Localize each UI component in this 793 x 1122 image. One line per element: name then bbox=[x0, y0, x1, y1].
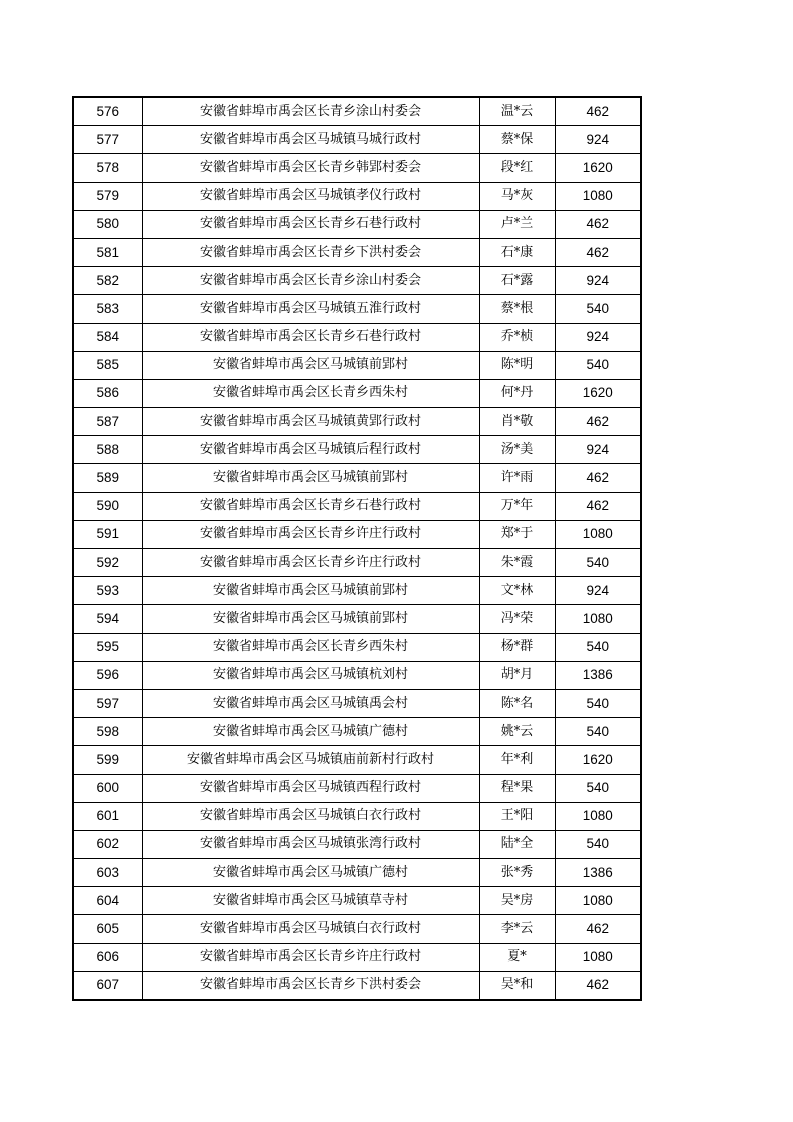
row-number: 583 bbox=[73, 295, 142, 323]
roster-table bbox=[72, 96, 642, 1001]
row-address: 安徽省蚌埠市禹会区长青乡石巷行政村 bbox=[142, 492, 479, 520]
table-row bbox=[73, 295, 641, 323]
row-amount: 540 bbox=[555, 549, 641, 577]
table-row bbox=[73, 577, 641, 605]
row-address: 安徽省蚌埠市禹会区马城镇前郢村 bbox=[142, 351, 479, 379]
row-name: 吴*和 bbox=[479, 971, 555, 1000]
table-row bbox=[73, 464, 641, 492]
row-address: 安徽省蚌埠市禹会区马城镇禹会村 bbox=[142, 689, 479, 717]
row-name: 段*红 bbox=[479, 154, 555, 182]
row-number: 589 bbox=[73, 464, 142, 492]
row-amount: 1080 bbox=[555, 887, 641, 915]
row-amount: 462 bbox=[555, 238, 641, 266]
row-name: 马*灰 bbox=[479, 182, 555, 210]
row-name: 文*林 bbox=[479, 577, 555, 605]
row-name: 陈*明 bbox=[479, 351, 555, 379]
row-address: 安徽省蚌埠市禹会区马城镇前郢村 bbox=[142, 605, 479, 633]
row-amount: 1080 bbox=[555, 520, 641, 548]
row-name: 陈*名 bbox=[479, 689, 555, 717]
row-number: 586 bbox=[73, 379, 142, 407]
table-row bbox=[73, 323, 641, 351]
row-number: 581 bbox=[73, 238, 142, 266]
row-amount: 1620 bbox=[555, 154, 641, 182]
row-name: 蔡*保 bbox=[479, 126, 555, 154]
row-number: 598 bbox=[73, 718, 142, 746]
row-number: 578 bbox=[73, 154, 142, 182]
row-address: 安徽省蚌埠市禹会区马城镇广德村 bbox=[142, 718, 479, 746]
table-row bbox=[73, 915, 641, 943]
row-address: 安徽省蚌埠市禹会区长青乡下洪村委会 bbox=[142, 971, 479, 1000]
row-name: 郑*于 bbox=[479, 520, 555, 548]
row-address: 安徽省蚌埠市禹会区长青乡石巷行政村 bbox=[142, 210, 479, 238]
row-name: 汤*美 bbox=[479, 436, 555, 464]
table-row bbox=[73, 633, 641, 661]
row-amount: 1620 bbox=[555, 379, 641, 407]
table-row bbox=[73, 746, 641, 774]
row-number: 590 bbox=[73, 492, 142, 520]
table-row bbox=[73, 774, 641, 802]
row-amount: 540 bbox=[555, 689, 641, 717]
row-amount: 462 bbox=[555, 464, 641, 492]
row-amount: 1080 bbox=[555, 605, 641, 633]
row-amount: 540 bbox=[555, 830, 641, 858]
row-name: 蔡*根 bbox=[479, 295, 555, 323]
row-number: 602 bbox=[73, 830, 142, 858]
row-number: 584 bbox=[73, 323, 142, 351]
row-number: 595 bbox=[73, 633, 142, 661]
row-number: 599 bbox=[73, 746, 142, 774]
row-name: 许*雨 bbox=[479, 464, 555, 492]
row-number: 600 bbox=[73, 774, 142, 802]
row-address: 安徽省蚌埠市禹会区长青乡西朱村 bbox=[142, 633, 479, 661]
row-number: 592 bbox=[73, 549, 142, 577]
row-number: 591 bbox=[73, 520, 142, 548]
row-amount: 462 bbox=[555, 408, 641, 436]
row-amount: 462 bbox=[555, 915, 641, 943]
row-number: 596 bbox=[73, 661, 142, 689]
row-amount: 1080 bbox=[555, 182, 641, 210]
table-row bbox=[73, 238, 641, 266]
row-amount: 1080 bbox=[555, 802, 641, 830]
row-address: 安徽省蚌埠市禹会区马城镇白衣行政村 bbox=[142, 802, 479, 830]
table-row bbox=[73, 182, 641, 210]
row-amount: 462 bbox=[555, 971, 641, 1000]
row-address: 安徽省蚌埠市禹会区马城镇张湾行政村 bbox=[142, 830, 479, 858]
row-amount: 540 bbox=[555, 718, 641, 746]
table-row bbox=[73, 802, 641, 830]
row-number: 594 bbox=[73, 605, 142, 633]
table-row bbox=[73, 943, 641, 971]
row-name: 吴*房 bbox=[479, 887, 555, 915]
row-address: 安徽省蚌埠市禹会区长青乡涂山村委会 bbox=[142, 267, 479, 295]
row-amount: 924 bbox=[555, 323, 641, 351]
table-row bbox=[73, 859, 641, 887]
row-amount: 540 bbox=[555, 351, 641, 379]
row-name: 冯*荣 bbox=[479, 605, 555, 633]
table-row bbox=[73, 351, 641, 379]
row-address: 安徽省蚌埠市禹会区马城镇杭刘村 bbox=[142, 661, 479, 689]
row-address: 安徽省蚌埠市禹会区长青乡下洪村委会 bbox=[142, 238, 479, 266]
row-amount: 924 bbox=[555, 436, 641, 464]
table-row bbox=[73, 436, 641, 464]
row-number: 593 bbox=[73, 577, 142, 605]
table-row bbox=[73, 154, 641, 182]
row-amount: 462 bbox=[555, 210, 641, 238]
row-address: 安徽省蚌埠市禹会区马城镇前郢村 bbox=[142, 464, 479, 492]
row-number: 604 bbox=[73, 887, 142, 915]
table-row bbox=[73, 520, 641, 548]
row-name: 石*露 bbox=[479, 267, 555, 295]
row-name: 李*云 bbox=[479, 915, 555, 943]
row-number: 580 bbox=[73, 210, 142, 238]
row-amount: 1080 bbox=[555, 943, 641, 971]
row-name: 朱*霞 bbox=[479, 549, 555, 577]
row-amount: 540 bbox=[555, 633, 641, 661]
row-name: 万*年 bbox=[479, 492, 555, 520]
table-row bbox=[73, 887, 641, 915]
row-name: 陆*全 bbox=[479, 830, 555, 858]
row-number: 577 bbox=[73, 126, 142, 154]
table-row bbox=[73, 971, 641, 1000]
row-name: 胡*月 bbox=[479, 661, 555, 689]
row-address: 安徽省蚌埠市禹会区长青乡石巷行政村 bbox=[142, 323, 479, 351]
row-address: 安徽省蚌埠市禹会区马城镇前郢村 bbox=[142, 577, 479, 605]
row-amount: 924 bbox=[555, 126, 641, 154]
table-row bbox=[73, 605, 641, 633]
table-row bbox=[73, 492, 641, 520]
row-name: 温*云 bbox=[479, 97, 555, 126]
table-row bbox=[73, 689, 641, 717]
row-address: 安徽省蚌埠市禹会区马城镇马城行政村 bbox=[142, 126, 479, 154]
row-address: 安徽省蚌埠市禹会区长青乡韩郢村委会 bbox=[142, 154, 479, 182]
row-name: 石*康 bbox=[479, 238, 555, 266]
row-address: 安徽省蚌埠市禹会区长青乡许庄行政村 bbox=[142, 943, 479, 971]
row-name: 张*秀 bbox=[479, 859, 555, 887]
row-name: 年*利 bbox=[479, 746, 555, 774]
row-address: 安徽省蚌埠市禹会区长青乡许庄行政村 bbox=[142, 520, 479, 548]
row-name: 杨*群 bbox=[479, 633, 555, 661]
row-number: 587 bbox=[73, 408, 142, 436]
row-address: 安徽省蚌埠市禹会区马城镇后程行政村 bbox=[142, 436, 479, 464]
row-amount: 462 bbox=[555, 492, 641, 520]
row-address: 安徽省蚌埠市禹会区马城镇黄郢行政村 bbox=[142, 408, 479, 436]
row-name: 夏* bbox=[479, 943, 555, 971]
row-number: 607 bbox=[73, 971, 142, 1000]
row-name: 肖*敬 bbox=[479, 408, 555, 436]
row-amount: 462 bbox=[555, 97, 641, 126]
row-amount: 1386 bbox=[555, 661, 641, 689]
row-number: 576 bbox=[73, 97, 142, 126]
row-address: 安徽省蚌埠市禹会区长青乡涂山村委会 bbox=[142, 97, 479, 126]
row-amount: 924 bbox=[555, 267, 641, 295]
table-row bbox=[73, 718, 641, 746]
row-number: 585 bbox=[73, 351, 142, 379]
row-number: 579 bbox=[73, 182, 142, 210]
table-row bbox=[73, 408, 641, 436]
table-row bbox=[73, 267, 641, 295]
table-row bbox=[73, 97, 641, 126]
row-number: 601 bbox=[73, 802, 142, 830]
row-name: 何*丹 bbox=[479, 379, 555, 407]
row-name: 程*果 bbox=[479, 774, 555, 802]
table-row bbox=[73, 379, 641, 407]
row-name: 乔*桢 bbox=[479, 323, 555, 351]
row-address: 安徽省蚌埠市禹会区马城镇五淮行政村 bbox=[142, 295, 479, 323]
row-address: 安徽省蚌埠市禹会区马城镇白衣行政村 bbox=[142, 915, 479, 943]
table-row bbox=[73, 661, 641, 689]
row-number: 582 bbox=[73, 267, 142, 295]
table-row bbox=[73, 126, 641, 154]
row-address: 安徽省蚌埠市禹会区马城镇孝仪行政村 bbox=[142, 182, 479, 210]
row-address: 安徽省蚌埠市禹会区马城镇西程行政村 bbox=[142, 774, 479, 802]
row-number: 588 bbox=[73, 436, 142, 464]
row-address: 安徽省蚌埠市禹会区马城镇草寺村 bbox=[142, 887, 479, 915]
row-number: 597 bbox=[73, 689, 142, 717]
row-amount: 1620 bbox=[555, 746, 641, 774]
row-amount: 1386 bbox=[555, 859, 641, 887]
table-row bbox=[73, 210, 641, 238]
row-address: 安徽省蚌埠市禹会区长青乡西朱村 bbox=[142, 379, 479, 407]
row-amount: 540 bbox=[555, 295, 641, 323]
roster-body bbox=[73, 97, 641, 1000]
row-number: 606 bbox=[73, 943, 142, 971]
row-address: 安徽省蚌埠市禹会区马城镇广德村 bbox=[142, 859, 479, 887]
row-amount: 924 bbox=[555, 577, 641, 605]
row-address: 安徽省蚌埠市禹会区马城镇庙前新村行政村 bbox=[142, 746, 479, 774]
row-address: 安徽省蚌埠市禹会区长青乡许庄行政村 bbox=[142, 549, 479, 577]
row-name: 姚*云 bbox=[479, 718, 555, 746]
row-number: 603 bbox=[73, 859, 142, 887]
table-row bbox=[73, 830, 641, 858]
row-number: 605 bbox=[73, 915, 142, 943]
row-amount: 540 bbox=[555, 774, 641, 802]
table-row bbox=[73, 549, 641, 577]
row-name: 卢*兰 bbox=[479, 210, 555, 238]
row-name: 王*阳 bbox=[479, 802, 555, 830]
